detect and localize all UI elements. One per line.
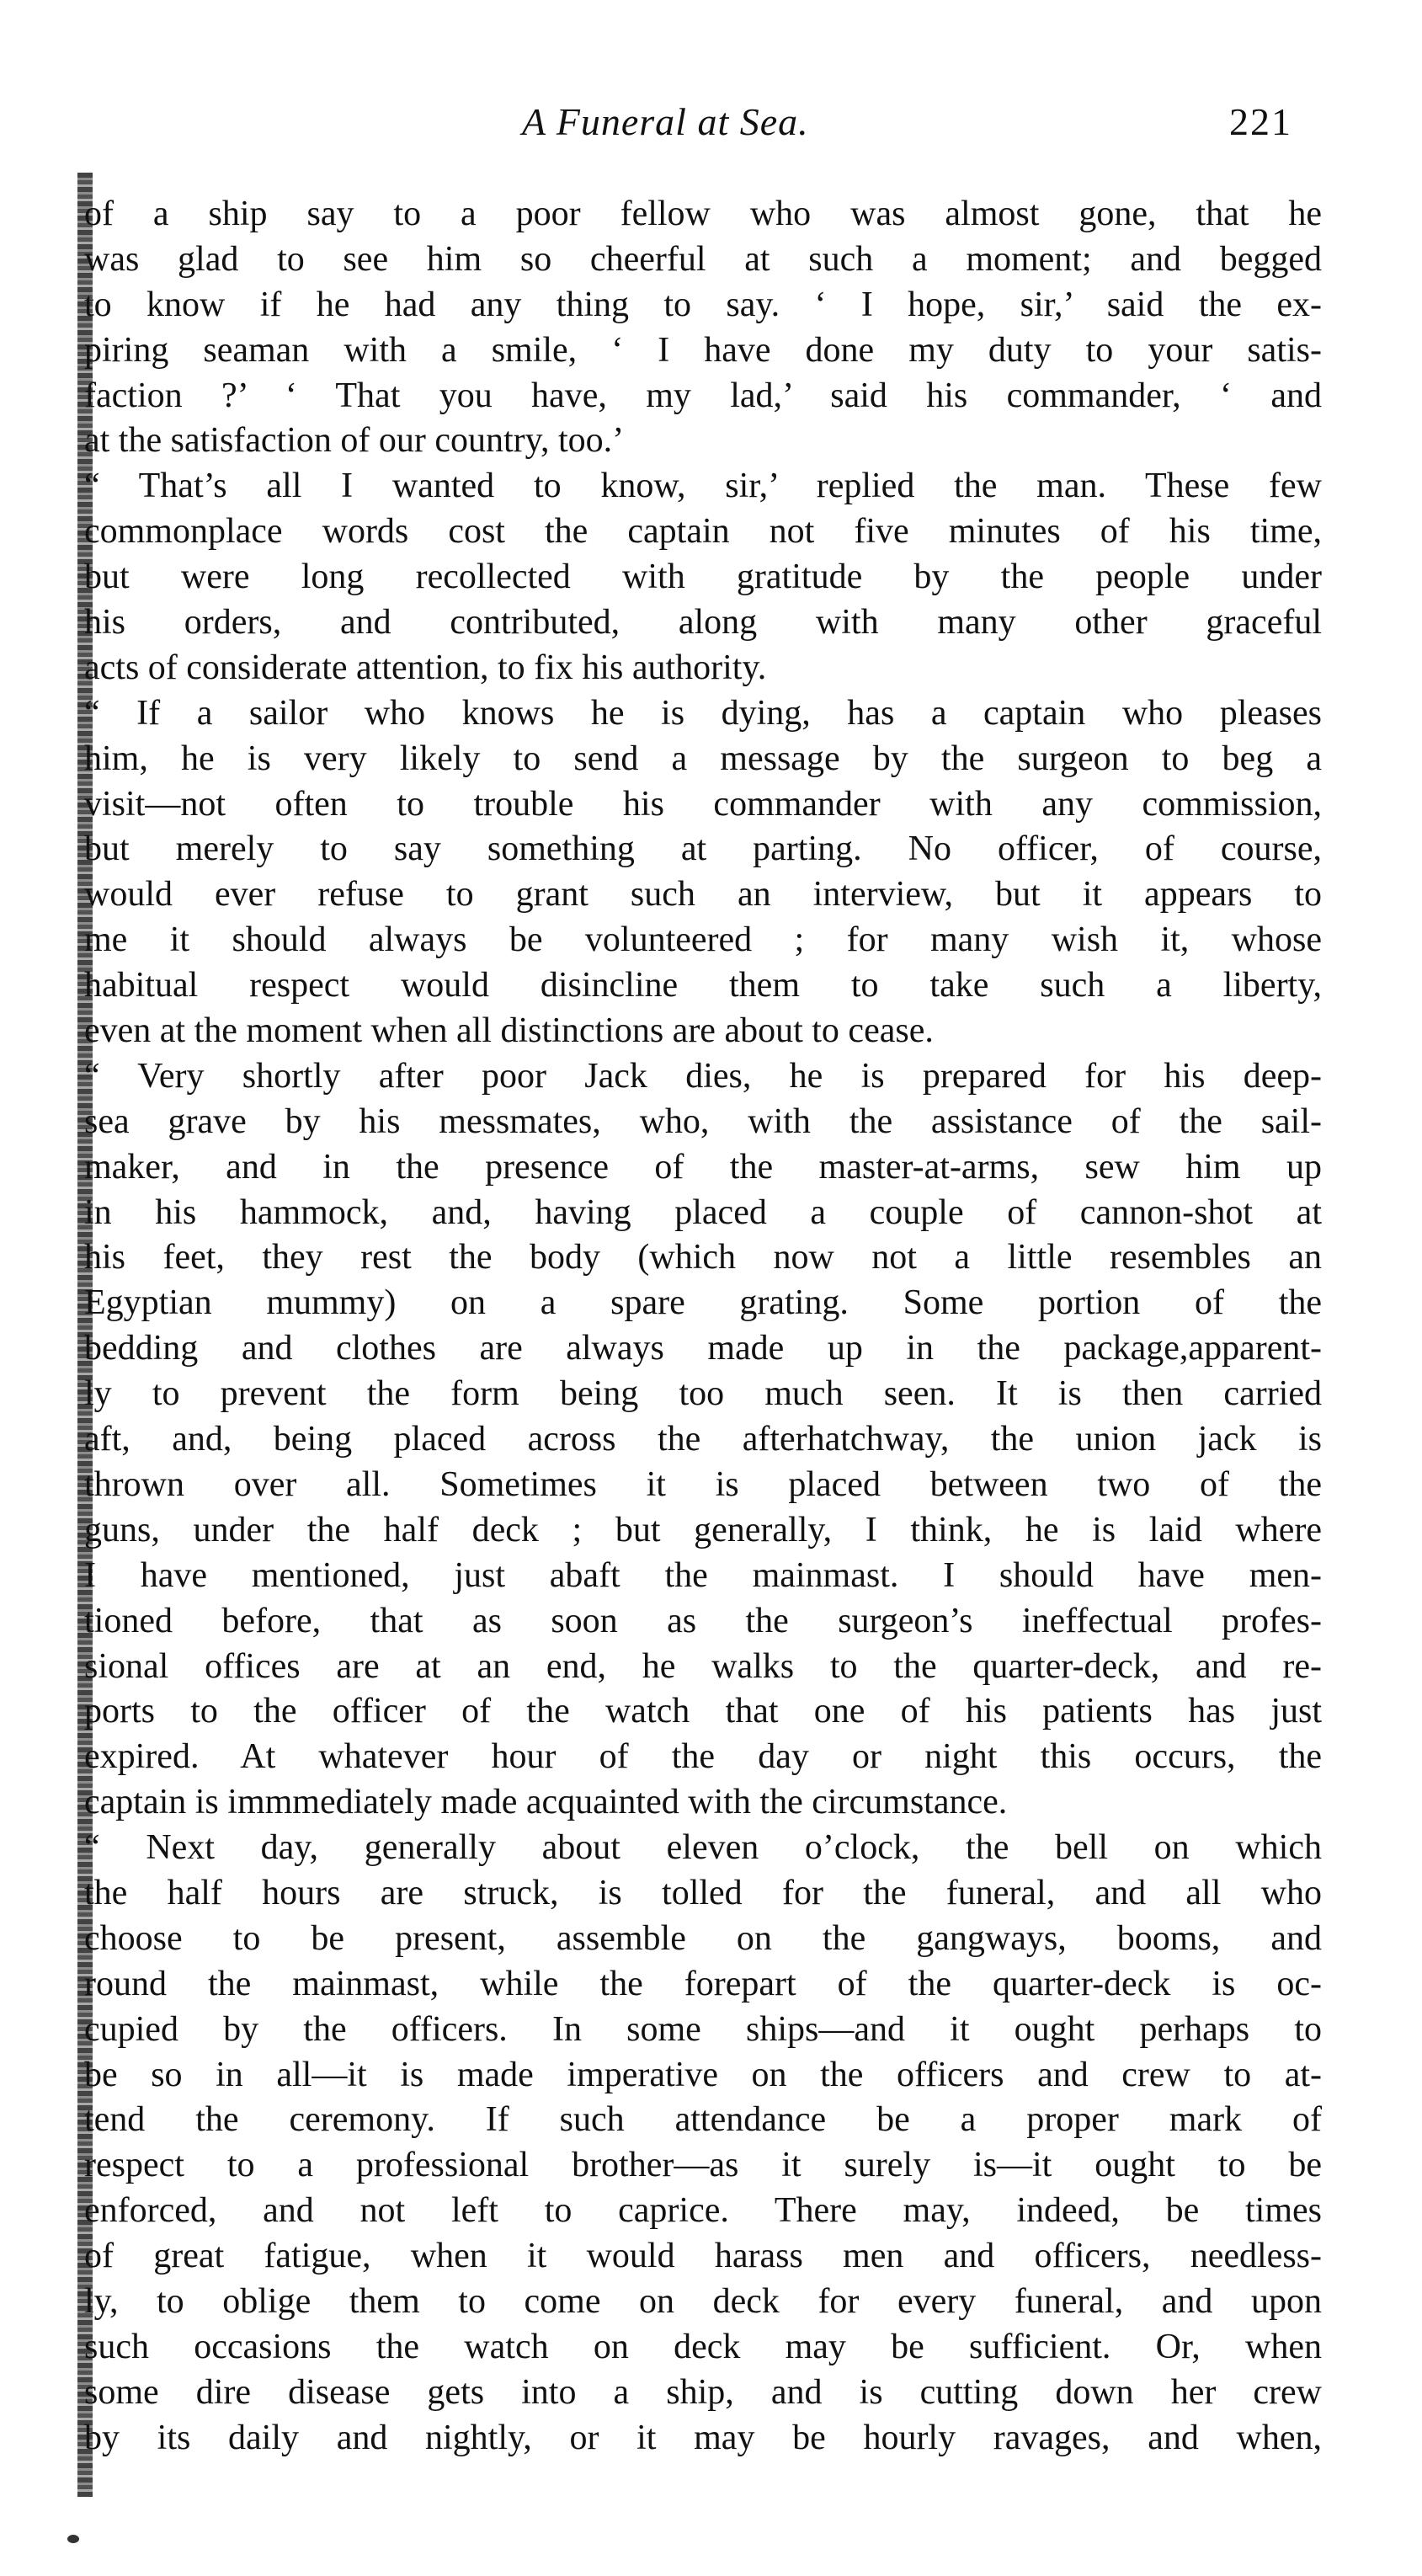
text-line: me it should always be volunteered ; for many wish it, whose — [84, 920, 1322, 960]
text-line: sional offices are at an end, he walks to the quarter-deck, and re- — [84, 1646, 1322, 1686]
text-line: expired. At whatever hour of the day or night this occurs, the — [84, 1737, 1322, 1777]
text-line: of a ship say to a poor fellow who was almost gone, that he — [84, 195, 1322, 233]
text-line: respect to a professional brother—as it surely is—it ought to be — [84, 2146, 1322, 2185]
text-line: even at the moment when all distinctions are about to cease. — [84, 1011, 934, 1051]
running-header — [0, 99, 1422, 167]
text-line: to know if he had any thing to say. ‘ I hope, sir,’ said the ex- — [84, 285, 1322, 324]
text-line: piring seaman with a smile, ‘ I have done my duty to your satis- — [84, 330, 1322, 370]
text-line: I have mentioned, just abaft the mainmast. I should have men- — [84, 1555, 1322, 1595]
text-line: guns, under the half deck ; but generally, I think, he is laid where — [84, 1510, 1322, 1549]
text-line: would ever refuse to grant such an interview, but it appears to — [84, 875, 1322, 915]
text-line: choose to be present, assemble on the gangways, booms, and — [84, 1918, 1322, 1958]
text-line: ly to prevent the form being too much seen. It is then carried — [84, 1374, 1322, 1414]
print-speck — [67, 2535, 79, 2543]
running-title: A Funeral at Sea. — [522, 100, 809, 143]
text-line: be so in all—it is made imperative on the officers and crew to at- — [84, 2055, 1322, 2094]
text-line: some dire disease gets into a ship, and is cutting down her crew — [84, 2372, 1322, 2412]
text-line: thrown over all. Sometimes it is placed between two of the — [84, 1464, 1322, 1504]
text-line: commonplace words cost the captain not five minutes of his time, — [84, 512, 1322, 552]
text-line: “ That’s all I wanted to know, sir,’ replied the man. These few — [84, 467, 1322, 506]
text-line: but were long recollected with gratitude by the people under — [84, 557, 1322, 597]
text-line: maker, and in the presence of the master-at-arms, sew him up — [84, 1147, 1322, 1187]
text-line: acts of considerate attention, to fix his authority. — [84, 648, 767, 687]
text-line: him, he is very likely to send a message by the surgeon to beg a — [84, 739, 1322, 778]
text-line: visit—not often to trouble his commander with any commission, — [84, 784, 1322, 824]
text-line: the half hours are struck, is tolled for the funeral, and all who — [84, 1873, 1322, 1912]
text-line: his orders, and contributed, along with many other graceful — [84, 603, 1322, 643]
text-line: “ Very shortly after poor Jack dies, he is prepared for his deep- — [84, 1056, 1322, 1096]
text-line: such occasions the watch on deck may be sufficient. Or, when — [84, 2327, 1322, 2366]
text-line: of great fatigue, when it would harass men and officers, needless- — [84, 2237, 1322, 2276]
text-line: ports to the officer of the watch that one of his patients has just — [84, 1692, 1322, 1731]
body-text — [84, 192, 1322, 2461]
text-line: faction ?’ ‘ That you have, my lad,’ said his commander, ‘ and — [84, 376, 1322, 415]
text-line: captain is immmediately made acquainted with the circumstance. — [84, 1783, 1008, 1822]
text-line: habitual respect would disincline them to take such a liberty, — [84, 966, 1322, 1005]
text-line: sea grave by his messmates, who, with the assistance of the sail- — [84, 1101, 1322, 1141]
text-line: his feet, they rest the body (which now not a little resembles an — [84, 1238, 1322, 1277]
text-line: enforced, and not left to caprice. There may, indeed, be times — [84, 2191, 1322, 2231]
text-line: by its daily and nightly, or it may be hourly ravages, and when, — [84, 2418, 1322, 2457]
text-line: bedding and clothes are always made up in the package,apparent- — [84, 1329, 1322, 1368]
text-line: “ If a sailor who knows he is dying, has a captain who pleases — [84, 693, 1322, 733]
page-number: 221 — [1229, 100, 1292, 143]
text-line: but merely to say something at parting. No officer, of course, — [84, 829, 1322, 869]
text-line: tioned before, that as soon as the surgeon’s ineffectual profes- — [84, 1601, 1322, 1640]
text-line: “ Next day, generally about eleven o’clock, the bell on which — [84, 1828, 1322, 1868]
text-line: ly, to oblige them to come on deck for every funeral, and upon — [84, 2281, 1322, 2321]
text-line: aft, and, being placed across the afterhatchway, the union jack is — [84, 1420, 1322, 1459]
text-line: tend the ceremony. If such attendance be a proper mark of — [84, 2100, 1322, 2140]
text-line: Egyptian mummy) on a spare grating. Some portion of the — [84, 1283, 1322, 1323]
text-line: was glad to see him so cheerful at such a moment; and begged — [84, 239, 1322, 279]
text-line: cupied by the officers. In some ships—and it ought perhaps to — [84, 2009, 1322, 2049]
text-line: round the mainmast, while the forepart of the quarter-deck is oc- — [84, 1964, 1322, 2003]
text-line: in his hammock, and, having placed a couple of cannon-shot at — [84, 1192, 1322, 1232]
text-line: at the satisfaction of our country, too.’ — [84, 421, 625, 461]
